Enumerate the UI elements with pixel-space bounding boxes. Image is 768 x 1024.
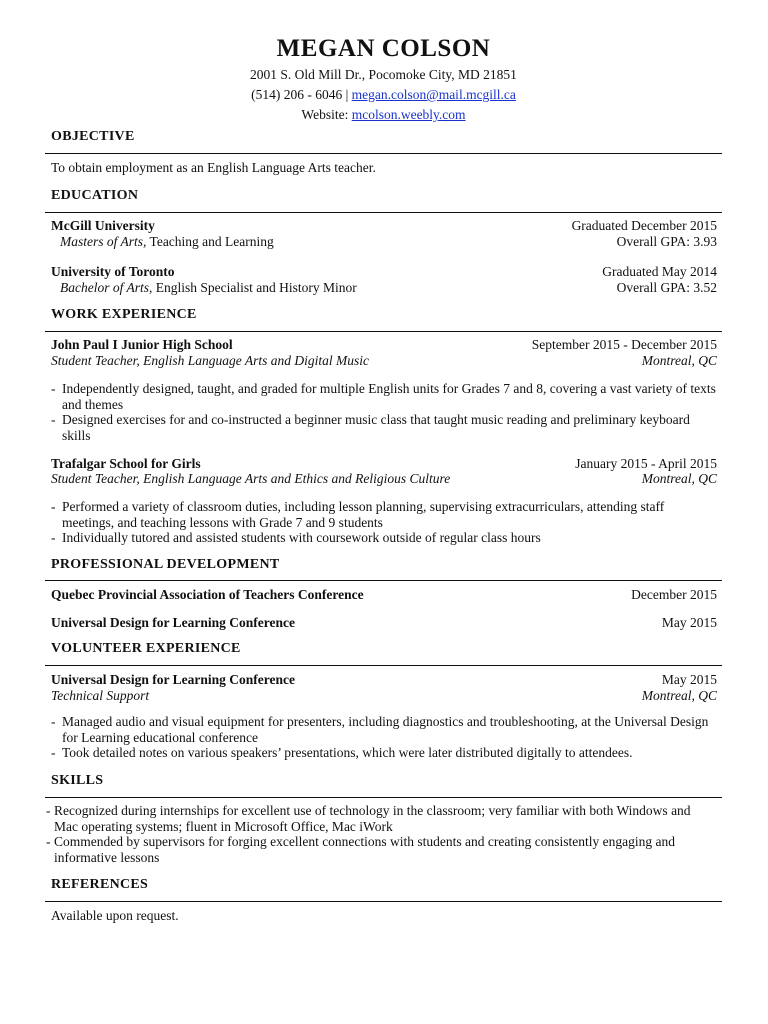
- graduation-date: Graduated May 2014: [602, 264, 717, 279]
- education-entry-detail: [51, 280, 717, 296]
- education-entry-header: [51, 218, 717, 234]
- list-item: - Individually tutored and assisted students with coursework outside of regular class hours: [51, 530, 541, 545]
- phone: (514) 206 - 6046 |: [251, 87, 352, 102]
- section-rule: [45, 580, 722, 581]
- section-title-professional: PROFESSIONAL DEVELOPMENT: [51, 557, 280, 572]
- section-title-work: WORK EXPERIENCE: [51, 307, 197, 322]
- volunteer-location: Montreal, QC: [641, 688, 717, 703]
- list-item: - Recognized during internships for excellent use of technology in the classroom; very familiar with both Windows and Mac operating systems; fluent in Microsoft Office, Mac iWork: [46, 803, 691, 834]
- section-title-objective: OBJECTIVE: [51, 129, 135, 144]
- degree: Bachelor of Arts, English Specialist and History Minor: [60, 280, 357, 295]
- section-title-volunteer: VOLUNTEER EXPERIENCE: [51, 641, 241, 656]
- list-item: - Managed audio and visual equipment for presenters, including diagnostics and troubleshooting, at the Universal Design for Learning educational conference: [51, 714, 709, 745]
- job-dates: January 2015 - April 2015: [575, 456, 717, 471]
- list-item: - Took detailed notes on various speakers’ presentations, which were later distributed digitally to attendees.: [51, 745, 633, 760]
- list-item: - Performed a variety of classroom duties, including lesson planning, supervising extracurriculars, attending staff meetings, and teaching lessons with Grade 7 and 9 students: [51, 499, 665, 530]
- section-rule: [45, 901, 722, 902]
- pd-date: May 2015: [661, 615, 717, 630]
- pd-name: Quebec Provincial Association of Teachers Conference: [51, 587, 364, 602]
- job-header: [51, 337, 717, 353]
- list-item: - Commended by supervisors for forging excellent connections with students and creating consistently engaging and informative lessons: [46, 834, 675, 865]
- job-role-row: [51, 471, 717, 487]
- degree: Masters of Arts, Teaching and Learning: [60, 234, 274, 249]
- pd-date: December 2015: [631, 587, 717, 602]
- volunteer-org: Universal Design for Learning Conference: [51, 672, 295, 687]
- section-rule: [45, 797, 722, 798]
- job-header: [51, 456, 717, 472]
- employer: John Paul I Junior High School: [51, 337, 233, 352]
- candidate-name: MEGAN COLSON: [276, 35, 491, 62]
- list-item: - Independently designed, taught, and graded for multiple English units for Grades 7 and 8, covering a vast variety of texts and themes: [51, 381, 716, 412]
- employer: Trafalgar School for Girls: [51, 456, 201, 471]
- job-role: Student Teacher, English Language Arts and Ethics and Religious Culture: [51, 471, 451, 486]
- job-role: Student Teacher, English Language Arts and Digital Music: [51, 353, 370, 368]
- references-text: Available upon request.: [51, 908, 179, 923]
- school-name: University of Toronto: [51, 264, 175, 279]
- section-title-skills: SKILLS: [51, 773, 104, 788]
- education-entry-detail: [51, 234, 717, 250]
- pd-item: [51, 615, 717, 631]
- objective-text: To obtain employment as an English Language Arts teacher.: [51, 160, 376, 175]
- pd-item: [51, 587, 717, 603]
- job-dates: September 2015 - December 2015: [531, 337, 717, 352]
- job-location: Montreal, QC: [641, 471, 717, 486]
- email-link[interactable]: megan.colson@mail.mcgill.ca: [351, 87, 516, 102]
- address-line: 2001 S. Old Mill Dr., Pocomoke City, MD 21851: [250, 67, 517, 82]
- job-location: Montreal, QC: [641, 353, 717, 368]
- education-entry-header: [51, 264, 717, 280]
- school-name: McGill University: [51, 218, 155, 233]
- graduation-date: Graduated December 2015: [571, 218, 717, 233]
- volunteer-header: [51, 672, 717, 688]
- section-rule: [45, 331, 722, 332]
- contact-line: [45, 87, 722, 103]
- section-rule: [45, 665, 722, 666]
- section-title-references: REFERENCES: [51, 877, 149, 892]
- volunteer-role-row: [51, 688, 717, 704]
- section-rule: [45, 212, 722, 213]
- website-label: Website:: [301, 107, 352, 122]
- volunteer-date: May 2015: [661, 672, 717, 687]
- list-item: - Designed exercises for and co-instructed a beginner music class that taught music reading and preliminary keyboard skills: [51, 412, 690, 443]
- section-title-education: EDUCATION: [51, 188, 139, 203]
- website-link[interactable]: mcolson.weebly.com: [351, 107, 466, 122]
- gpa: Overall GPA: 3.52: [616, 280, 717, 295]
- pd-name: Universal Design for Learning Conference: [51, 615, 295, 630]
- gpa: Overall GPA: 3.93: [616, 234, 717, 249]
- volunteer-role: Technical Support: [51, 688, 150, 703]
- job-role-row: [51, 353, 717, 369]
- section-rule: [45, 153, 722, 154]
- website-line: [45, 107, 722, 123]
